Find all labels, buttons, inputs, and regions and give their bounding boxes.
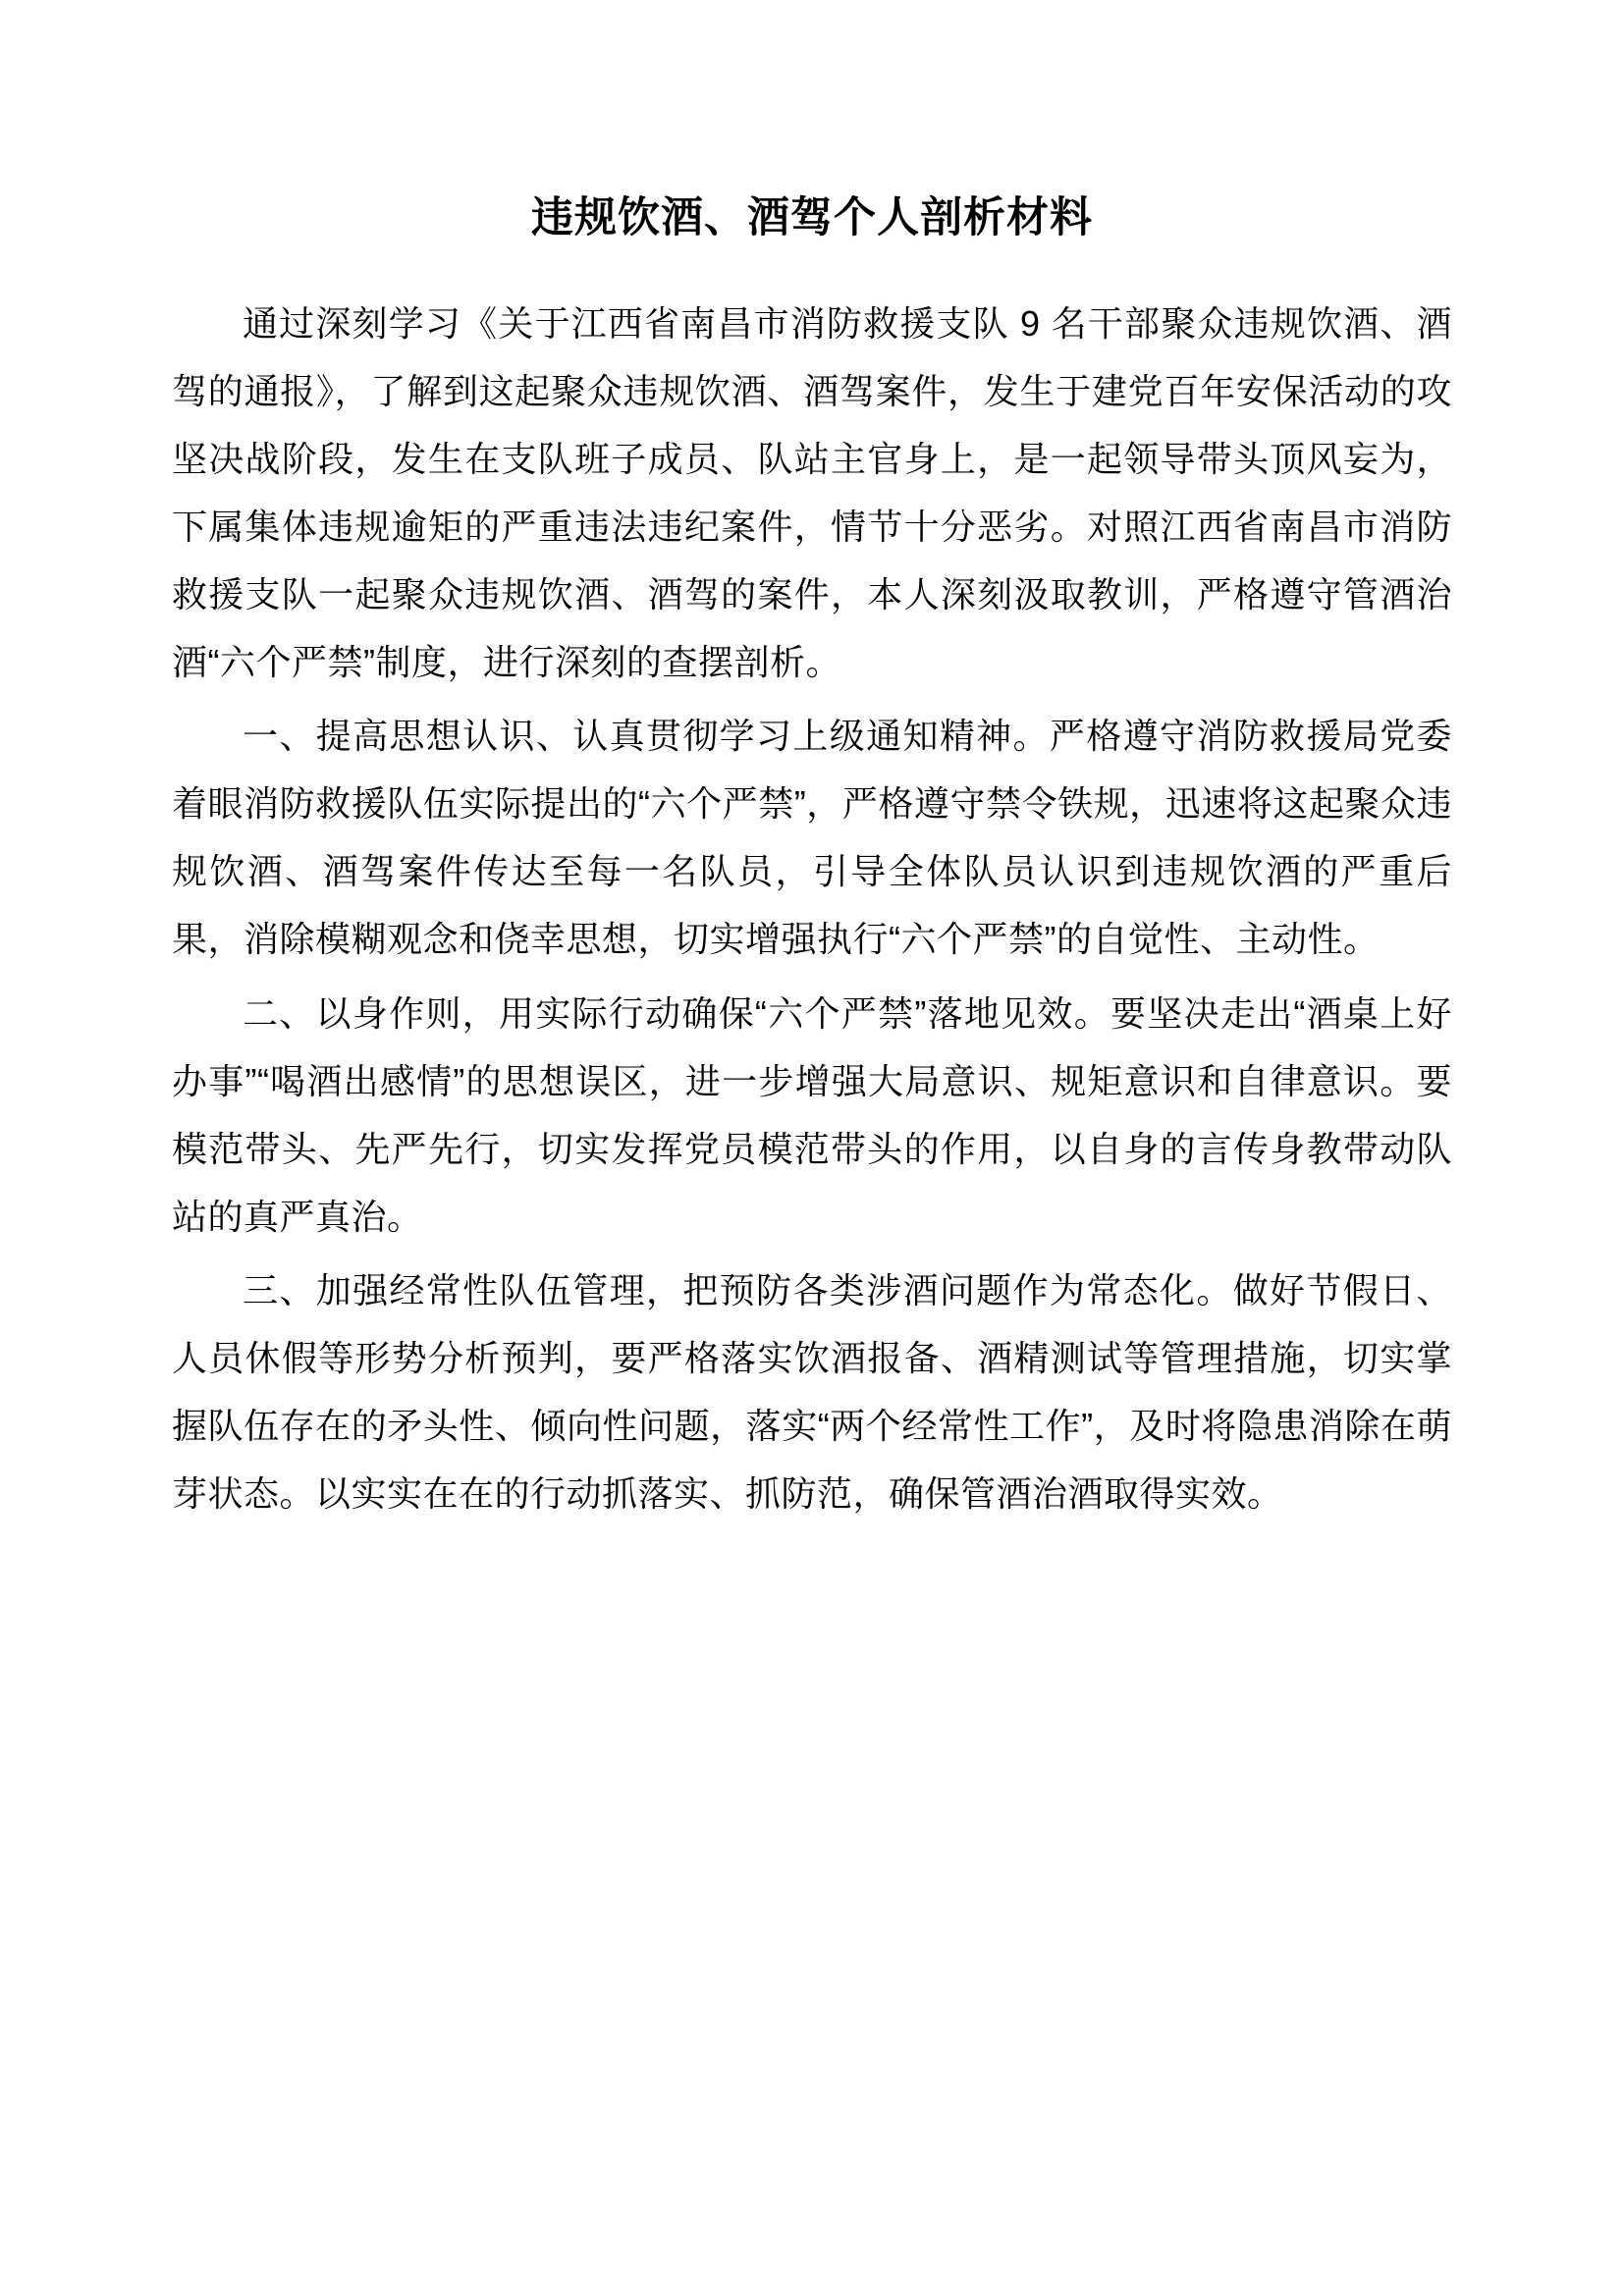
paragraph-point-two: 二、以身作则，用实际行动确保“六个严禁”落地见效。要坚决走出“酒桌上好办事”“喝酒出感情”的思想误区，进一步增强大局意识、规矩意识和自律意识。要模范带头、先严先行，切实发挥党员模范带头的作用，以自身的言传身教带动队站的真严真治。: [172, 992, 1452, 1237]
paragraph-intro: 通过深刻学习《关于江西省南昌市消防救援支队 9 名干部聚众违规饮酒、酒驾的通报》，了解到这起聚众违规饮酒、酒驾案件，发生于建党百年安保活动的攻坚决战阶段，发生在支队班子成员、队站主官身上，是一起领导带头顶风妄为，下属集体违规逾矩的严重违法违纪案件，情节十分恶劣。对照江西省南昌市消防救援支队一起聚众违规饮酒、酒驾的案件，本人深刻汲取教训，严格遵守管酒治酒“六个严禁”制度，进行深刻的查摆剖析。: [172, 302, 1452, 683]
paragraph-point-one: 一、提高思想认识、认真贯彻学习上级通知精神。严格遵守消防救援局党委着眼消防救援队伍实际提出的“六个严禁”，严格遵守禁令铁规，迅速将这起聚众违规饮酒、酒驾案件传达至每一名队员，引导全体队员认识到违规饮酒的严重后果，消除模糊观念和侥幸思想，切实增强执行“六个严禁”的自觉性、主动性。: [172, 716, 1452, 960]
page-title: 违规饮酒、酒驾个人剖析材料: [531, 194, 1093, 241]
paragraph-point-three: 三、加强经常性队伍管理，把预防各类涉酒问题作为常态化。做好节假日、人员休假等形势分析预判，要严格落实饮酒报备、酒精测试等管理措施，切实掌握队伍存在的矛头性、倾向性问题，落实“两个经常性工作”，及时将隐患消除在萌芽状态。以实实在在的行动抓落实、抓防范，确保管酒治酒取得实效。: [172, 1270, 1452, 1515]
